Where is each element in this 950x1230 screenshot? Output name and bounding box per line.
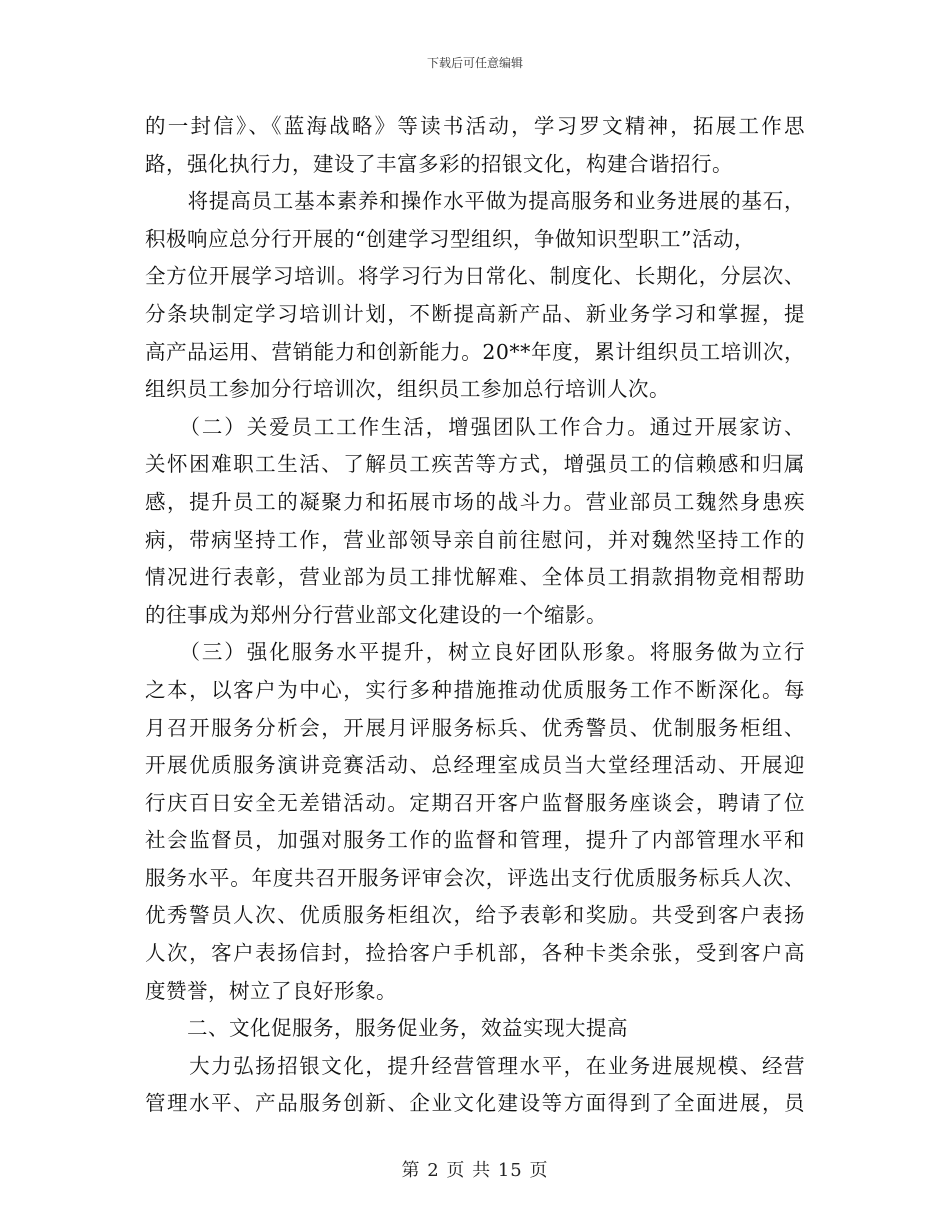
text-line: 的一封信》、《蓝海战略》等读书活动，学习罗文精神，拓展工作思 <box>145 114 805 138</box>
text-line: 开展优质服务演讲竞赛活动、总经理室成员当大堂经理活动、开展迎 <box>145 753 805 778</box>
paragraph <box>145 108 805 183</box>
text-line: 高产品运用、营销能力和创新能力。20**年度，累计组织员工培训次， <box>145 339 805 364</box>
text-line: 服务水平。年度共召开服务评审会次，评选出支行优质服务标兵人次、 <box>145 865 805 890</box>
text-line: 月召开服务分析会，开展月评服务标兵、优秀警员、优制服务柜组、 <box>145 715 805 740</box>
text-line: 二、文化促服务，服务促业务，效益实现大提高 <box>145 1016 628 1041</box>
text-line: （二）关爱员工工作生活，增强团队工作合力。通过开展家访、 <box>145 414 805 439</box>
text-line: 将提高员工基本素养和操作水平做为提高服务和业务进展的基石， <box>145 189 805 214</box>
text-line: 病，带病坚持工作，营业部领导亲自前往慰问，并对魏然坚持工作的 <box>145 527 805 552</box>
text-line: 积极响应总分行开展的“创建学习型组织，争做知识型职工”活动， <box>145 226 755 251</box>
text-line: 大力弘扬招银文化，提升经营管理水平，在业务进展规模、经营 <box>145 1053 805 1078</box>
document-body <box>145 108 805 1123</box>
text-line: 社会监督员，加强对服务工作的监督和管理，提升了内部管理水平和 <box>145 828 805 853</box>
paragraph <box>145 634 805 1010</box>
paragraph <box>145 183 805 409</box>
page-footer: 第 2 页 共 15 页 <box>401 1160 549 1181</box>
text-line: 全方位开展学习培训。将学习行为日常化、制度化、长期化，分层次、 <box>145 264 805 289</box>
paragraph <box>145 409 805 635</box>
text-line: （三）强化服务水平提升，树立良好团队形象。将服务做为立行 <box>145 640 805 665</box>
text-line: 行庆百日安全无差错活动。定期召开客户监督服务座谈会，聘请了位 <box>145 790 805 815</box>
text-line: 分条块制定学习培训计划，不断提高新产品、新业务学习和掌握，提 <box>145 301 805 326</box>
section-heading <box>145 1010 805 1048</box>
text-line: 组织员工参加分行培训次，组织员工参加总行培训人次。 <box>145 377 670 402</box>
text-line: 人次，客户表扬信封，捡拾客户手机部，各种卡类余张，受到客户高 <box>145 941 805 966</box>
text-line: 路，强化执行力，建设了丰富多彩的招银文化，构建合谐招行。 <box>145 151 733 176</box>
paragraph <box>145 1048 805 1123</box>
text-line: 度赞誉，树立了良好形象。 <box>145 978 397 1003</box>
text-line: 之本，以客户为中心，实行多种措施推动优质服务工作不断深化。每 <box>145 677 805 702</box>
text-line: 优秀警员人次、优质服务柜组次，给予表彰和奖励。共受到客户表扬 <box>145 903 805 928</box>
page-header: 下载后可任意编辑 <box>426 56 523 70</box>
text-line: 的往事成为郑州分行营业部文化建设的一个缩影。 <box>145 602 607 627</box>
text-line: 关怀困难职工生活、了解员工疾苦等方式，增强员工的信赖感和归属 <box>145 452 805 477</box>
text-line: 感，提升员工的凝聚力和拓展市场的战斗力。营业部员工魏然身患疾 <box>145 489 805 514</box>
text-line: 管理水平、产品服务创新、企业文化建设等方面得到了全面进展，员 <box>145 1091 805 1116</box>
text-line: 情况进行表彰，营业部为员工排忧解难、全体员工捐款捐物竞相帮助 <box>145 565 805 590</box>
